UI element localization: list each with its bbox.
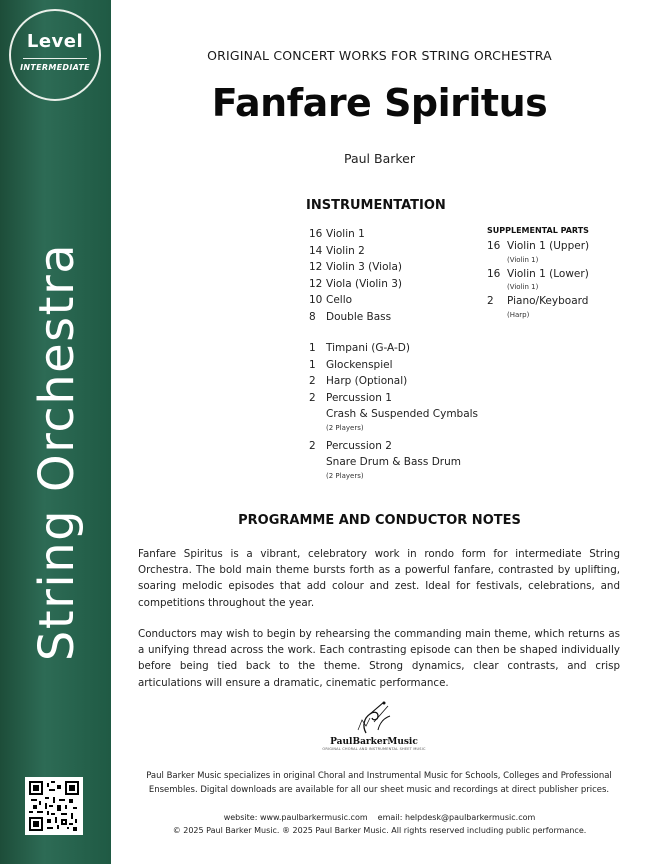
list-item xyxy=(309,259,509,276)
part-name: Violin 1 xyxy=(326,228,365,240)
part-name: Violin 1 (Lower) xyxy=(507,267,589,280)
part-quantity: 1 xyxy=(309,358,316,371)
part-name: Cello xyxy=(326,294,353,306)
part-quantity: 16 xyxy=(309,228,323,240)
page-title: Fanfare Spiritus xyxy=(211,81,548,125)
part-name: Percussion 1 xyxy=(326,391,392,404)
instrumentation-list xyxy=(309,226,509,482)
sidebar-band xyxy=(0,0,111,864)
part-detail: Crash & Suspended Cymbals xyxy=(326,408,479,420)
list-item xyxy=(309,390,509,407)
part-quantity: 14 xyxy=(309,244,323,257)
part-note: (Violin 1) xyxy=(507,255,539,264)
part-quantity: 8 xyxy=(309,310,316,323)
part-quantity: 12 xyxy=(309,261,323,273)
main-content xyxy=(111,0,648,864)
notes-paragraph: Fanfare Spiritus is a vibrant, celebratory work in rondo form for intermediate String Orchestra. The bold main theme bursts forth as a powerful fanfare, contrasted by uplifting, soaring melodic episodes that add colour and zest. Ideal for festivals, celebrations, and competitions throughout the year. xyxy=(138,548,620,609)
logo-tagline: ORIGINAL CHORAL AND INSTRUMENTAL SHEET MUSIC xyxy=(322,747,426,751)
instrumentation-heading: INSTRUMENTATION xyxy=(306,198,446,213)
part-quantity: 16 xyxy=(487,267,501,280)
violin-scroll-icon xyxy=(344,700,404,736)
part-note: (2 Players) xyxy=(326,423,364,432)
composer-name: Paul Barker xyxy=(343,151,415,166)
part-note: (Harp) xyxy=(507,310,530,319)
logo-text: PaulBarkerMusic xyxy=(330,737,418,747)
part-quantity: 10 xyxy=(309,294,323,306)
part-quantity: 2 xyxy=(309,375,316,387)
part-name: Percussion 2 xyxy=(326,439,392,452)
part-quantity: 2 xyxy=(309,391,316,404)
part-quantity: 16 xyxy=(487,240,501,252)
email-link[interactable]: email: helpdesk@paulbarkermusic.com xyxy=(377,813,536,822)
supplemental-heading: SUPPLEMENTAL PARTS xyxy=(487,226,589,235)
notes-heading: PROGRAMME AND CONDUCTOR NOTES xyxy=(238,513,521,528)
part-note: (Violin 1) xyxy=(507,283,539,291)
list-item xyxy=(487,293,637,310)
part-name: Timpani (G-A-D) xyxy=(326,342,410,354)
part-quantity: 2 xyxy=(309,439,316,452)
list-item xyxy=(309,357,509,374)
vertical-ensemble-title: String Orchestra xyxy=(29,242,85,662)
list-item-detail xyxy=(309,406,509,423)
part-note: (2 Players) xyxy=(326,471,364,480)
part-quantity: 1 xyxy=(309,342,316,354)
list-item xyxy=(309,243,509,260)
notes-paragraph: Conductors may wish to begin by rehearsing the commanding main theme, which returns as a unifying thread across the work. Each contrasting episode can then be shaped individually before being tied back to the theme. Strong dynamics, clear contrasts, and crisp articulations will ensure a dramatic, cinematic performance. xyxy=(138,628,620,689)
series-title: ORIGINAL CONCERT WORKS FOR STRING ORCHESTRA xyxy=(207,48,552,63)
part-name: Piano/Keyboard xyxy=(507,295,589,307)
level-label: Level xyxy=(26,31,84,52)
list-item xyxy=(309,373,509,390)
list-item xyxy=(487,266,637,283)
list-item xyxy=(487,238,637,255)
part-name: Double Bass xyxy=(326,310,392,323)
part-name: Violin 1 (Upper) xyxy=(507,240,590,252)
list-item xyxy=(309,276,509,293)
part-name: Violin 3 (Viola) xyxy=(326,261,402,273)
website-link[interactable]: website: www.paulbarkermusic.com xyxy=(223,813,368,822)
part-name: Glockenspiel xyxy=(326,358,393,371)
supplemental-parts xyxy=(487,226,637,321)
publisher-logo xyxy=(319,700,429,756)
qr-code-icon[interactable] xyxy=(25,777,83,835)
publisher-about: Paul Barker Music specializes in original Choral and Instrumental Music for Schools, Colleges and Professional Ensembles. Digital downloads are available for all our sheet music and recordings at direct publisher prices. xyxy=(146,771,612,795)
part-name: Viola (Violin 3) xyxy=(326,277,402,290)
copyright: © 2025 Paul Barker Music. ® 2025 Paul Barker Music. All rights reserved including public performance. xyxy=(172,826,587,835)
list-item xyxy=(309,438,509,455)
part-name: Harp (Optional) xyxy=(326,375,408,387)
part-quantity: 2 xyxy=(487,295,494,307)
part-detail: Snare Drum & Bass Drum xyxy=(326,456,461,468)
level-value: INTERMEDIATE xyxy=(20,63,90,72)
part-name: Violin 2 xyxy=(326,244,365,257)
list-item xyxy=(309,340,509,357)
contact-line xyxy=(111,813,648,822)
list-item-detail xyxy=(309,454,509,471)
list-item xyxy=(309,309,509,326)
part-quantity: 12 xyxy=(309,277,323,290)
list-item xyxy=(309,226,509,243)
list-item xyxy=(309,292,509,309)
